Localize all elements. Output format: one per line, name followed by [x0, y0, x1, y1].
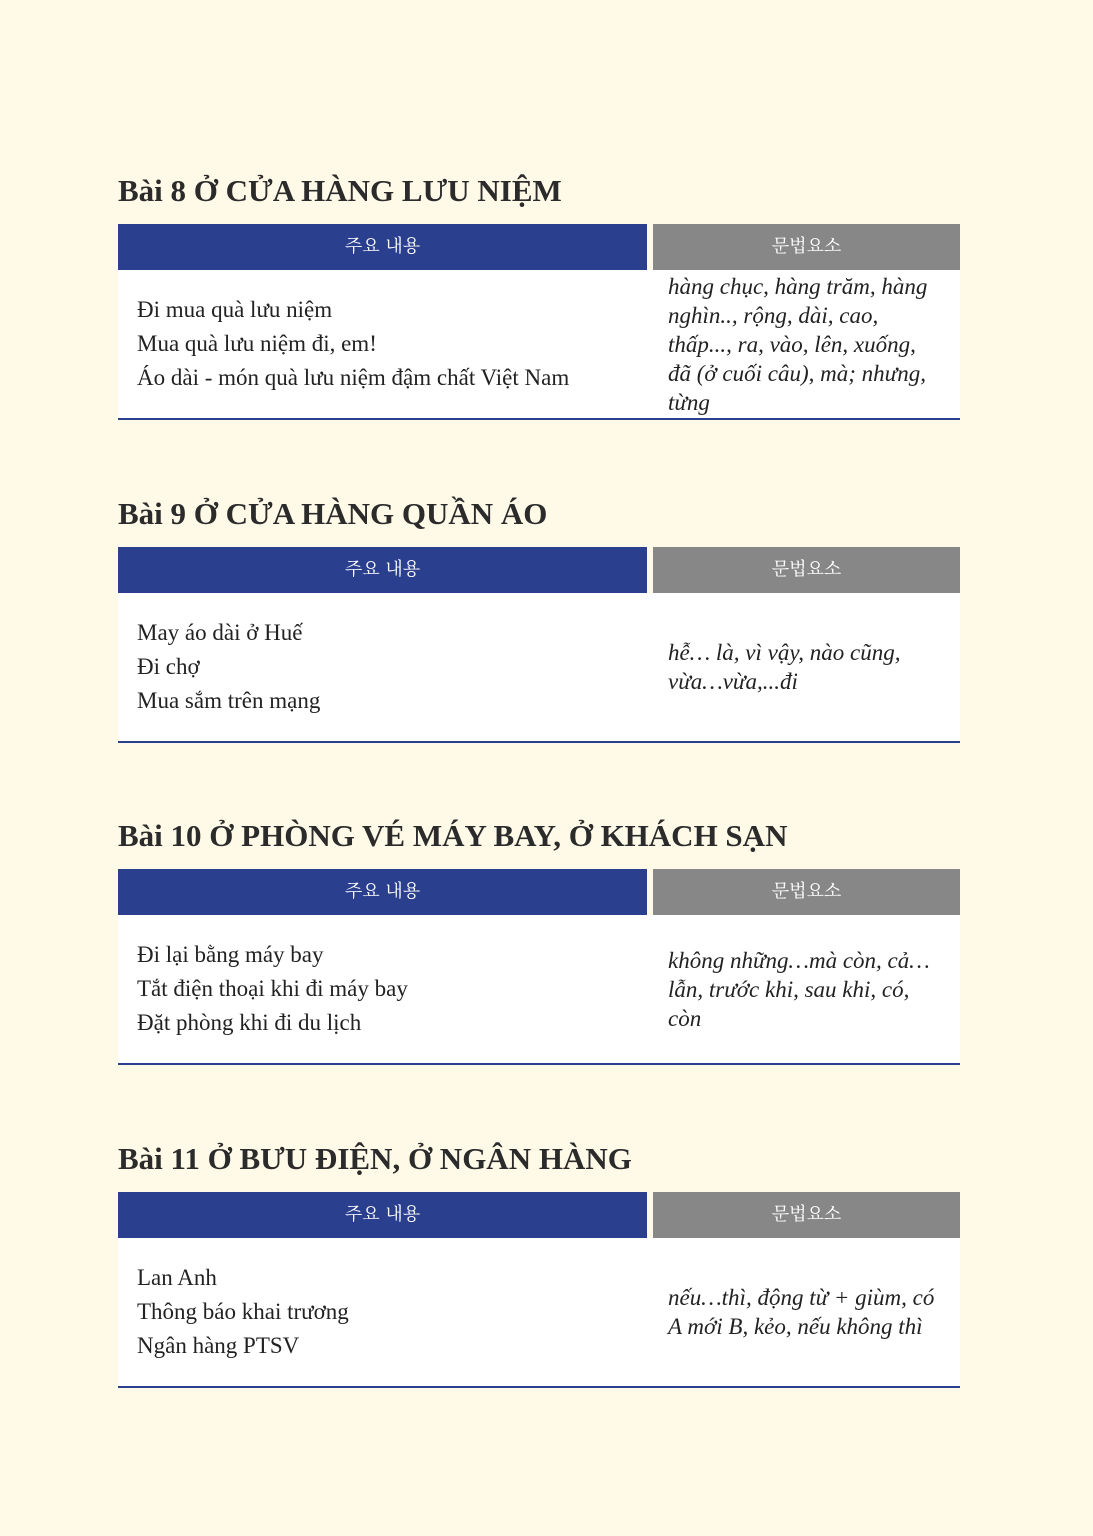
- content-item: Đặt phòng khi đi du lịch: [137, 1010, 362, 1035]
- table-header: [118, 547, 960, 593]
- grammar-text: hàng chục, hàng trăm, hàng nghìn.., rộng, dài, cao, thấp..., ra, vào, lên, xuống, đã (ở cuối câu), mà; nhưng, từng: [668, 273, 928, 415]
- lesson-title: Bài 9 Ở CỬA HÀNG QUẦN ÁO: [118, 496, 548, 531]
- main-content-list: [137, 1238, 642, 1386]
- table-header: [118, 1192, 960, 1238]
- table-body: [118, 915, 960, 1065]
- main-content-header: 주요 내용: [118, 869, 647, 915]
- lesson-section-8: [118, 172, 960, 415]
- content-item: Đi mua quà lưu niệm: [137, 297, 333, 322]
- table-header: [118, 224, 960, 270]
- grammar-header: 문법요소: [653, 869, 960, 915]
- grammar-cell: [668, 270, 956, 418]
- grammar-text: hễ… là, vì vậy, nào cũng, vừa…vừa,...đi: [668, 640, 901, 694]
- main-content-list: [137, 270, 642, 418]
- content-item: Đi lại bằng máy bay: [137, 942, 324, 967]
- lesson-section-11: [118, 1140, 960, 1358]
- content-item: May áo dài ở Huế: [137, 620, 303, 645]
- grammar-header: 문법요소: [653, 1192, 960, 1238]
- main-content-header: 주요 내용: [118, 1192, 647, 1238]
- grammar-cell: [668, 1238, 956, 1386]
- grammar-header: 문법요소: [653, 224, 960, 270]
- content-item: Lan Anh: [137, 1265, 217, 1290]
- content-item: Đi chợ: [137, 654, 200, 679]
- table-body: [118, 593, 960, 743]
- grammar-cell: [668, 915, 956, 1063]
- main-content-header: 주요 내용: [118, 224, 647, 270]
- content-item: Ngân hàng PTSV: [137, 1333, 300, 1358]
- table-header: [118, 869, 960, 915]
- content-item: Mua quà lưu niệm đi, em!: [137, 331, 377, 356]
- lesson-section-9: [118, 495, 960, 713]
- table-body: [118, 1238, 960, 1388]
- lesson-title: Bài 8 Ở CỬA HÀNG LƯU NIỆM: [118, 173, 562, 208]
- main-content-list: [137, 593, 642, 741]
- lesson-title: Bài 10 Ở PHÒNG VÉ MÁY BAY, Ở KHÁCH SẠN: [118, 818, 788, 853]
- grammar-text: không những…mà còn, cả… lẫn, trước khi, sau khi, có, còn: [668, 947, 930, 1031]
- content-item: Áo dài - món quà lưu niệm đậm chất Việt Nam: [137, 365, 570, 390]
- content-item: Mua sắm trên mạng: [137, 688, 321, 713]
- grammar-cell: [668, 593, 956, 741]
- content-item: Tắt điện thoại khi đi máy bay: [137, 976, 408, 1001]
- grammar-header: 문법요소: [653, 547, 960, 593]
- table-body: [118, 270, 960, 420]
- main-content-list: [137, 915, 642, 1063]
- main-content-header: 주요 내용: [118, 547, 647, 593]
- lesson-section-10: [118, 817, 960, 1035]
- grammar-text: nếu…thì, động từ + giùm, có A mới B, kẻo, nếu không thì: [668, 1285, 935, 1339]
- lesson-title: Bài 11 Ở BƯU ĐIỆN, Ở NGÂN HÀNG: [118, 1141, 632, 1176]
- content-item: Thông báo khai trương: [137, 1299, 349, 1324]
